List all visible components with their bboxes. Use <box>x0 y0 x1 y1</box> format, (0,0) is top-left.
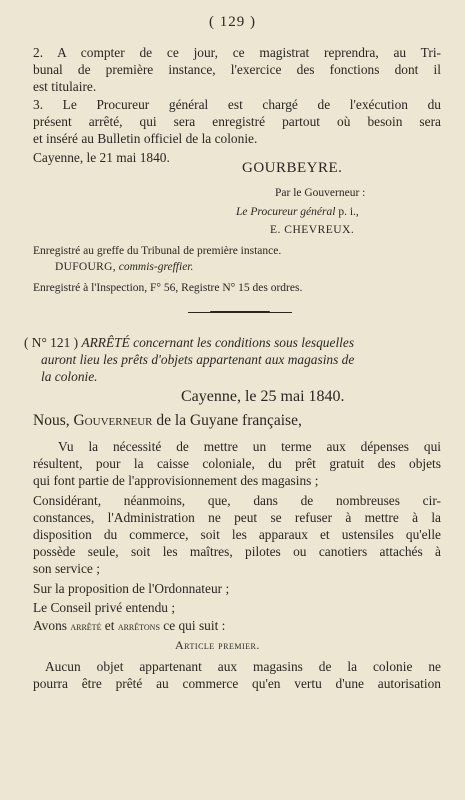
proposition-line: Sur la proposition de l'Ordonnateur ; <box>33 581 230 596</box>
nous-title: Gouverneur <box>73 412 153 429</box>
section-divider <box>210 311 270 313</box>
avons-arrete: arrêté <box>70 621 102 633</box>
art2-line1: 2. A compter de ce jour, ce magistrat reprendra, au Tri- <box>33 45 441 60</box>
decree-title-l1: ARRÊTÉ concernant les conditions sous lesquelles <box>81 335 355 350</box>
inspection-registration: Enregistré à l'Inspection, F° 56, Registre N° 15 des ordres. <box>33 282 303 294</box>
considerant-l3: disposition du commerce, soit les apparaux et ustensiles qu'elle <box>33 527 441 542</box>
vu-l1: Vu la nécessité de mettre un terme aux dépenses qui <box>58 439 441 454</box>
art3-line2: présent arrêté, qui sera enregistré partout où besoin sera <box>33 114 441 129</box>
nous-suffix: de la Guyane française, <box>152 412 302 429</box>
dufourg-name: DUFOURG, <box>55 261 116 273</box>
nous-gouverneur-line <box>33 412 302 430</box>
par-le-gouverneur: Par le Gouverneur : <box>275 187 366 199</box>
considerant-l2: constances, l'Administration ne peut se refuser à mettre à la <box>33 510 441 525</box>
aucun-l2: pourra être prêté au commerce qu'en vertu d'une autorisation <box>33 676 441 691</box>
avons-line <box>33 617 225 636</box>
dufourg-title: commis-greffier. <box>118 261 194 273</box>
considerant-l1: Considérant, néanmoins, que, dans de nombreuses cir- <box>33 493 441 508</box>
conseil-line: Le Conseil privé entendu ; <box>33 600 176 615</box>
page-number: ( 129 ) <box>209 14 256 30</box>
article-premier: Article premier. <box>175 638 260 652</box>
vu-l2: résultent, pour la caisse coloniale, du prêt gratuit des objets <box>33 456 441 471</box>
art3-line3: et inséré au Bulletin officiel de la colonie. <box>33 131 258 146</box>
considerant-l4: possède seule, soit les maîtres, pilotes ou canotiers attachés à <box>33 544 441 559</box>
art3-line1: 3. Le Procureur général est chargé de l'exécution du <box>33 97 441 112</box>
date-21-mai: Cayenne, le 21 mai 1840. <box>33 150 170 165</box>
aucun-l1: Aucun objet appartenant aux magasins de la colonie ne <box>45 659 441 674</box>
avons-et: et <box>101 618 118 633</box>
decree-number: ( N° 121 ) <box>24 335 79 350</box>
decree-title-l3: la colonie. <box>41 369 98 384</box>
dufourg-line <box>55 261 193 273</box>
vu-l3: qui font partie de l'approvisionnement des magasins ; <box>33 473 319 488</box>
decree-title-l2: auront lieu les prêts d'objets appartenant aux magasins de <box>41 352 355 367</box>
procureur-line <box>236 206 359 218</box>
greffe-registration: Enregistré au greffe du Tribunal de première instance. <box>33 245 282 257</box>
art2-line3: est titulaire. <box>33 79 97 94</box>
avons-arretons: arrêtons <box>117 621 160 633</box>
avons-suffix: ce qui suit : <box>159 618 226 633</box>
decree-heading-line1 <box>24 334 354 351</box>
considerant-l5: son service ; <box>33 561 100 576</box>
signature-chevreux: E. CHEVREUX. <box>270 224 355 236</box>
avons-prefix: Avons <box>33 618 67 633</box>
procureur-pi: p. i., <box>335 206 359 218</box>
procureur-title: Le Procureur général <box>236 206 336 218</box>
signature-gourbeyre: GOURBEYRE. <box>242 160 343 176</box>
nous-prefix: Nous, <box>33 412 70 429</box>
date-25-mai: Cayenne, le 25 mai 1840. <box>181 388 345 405</box>
art2-line2: bunal de première instance, l'exercice des fonctions dont il <box>33 62 441 77</box>
